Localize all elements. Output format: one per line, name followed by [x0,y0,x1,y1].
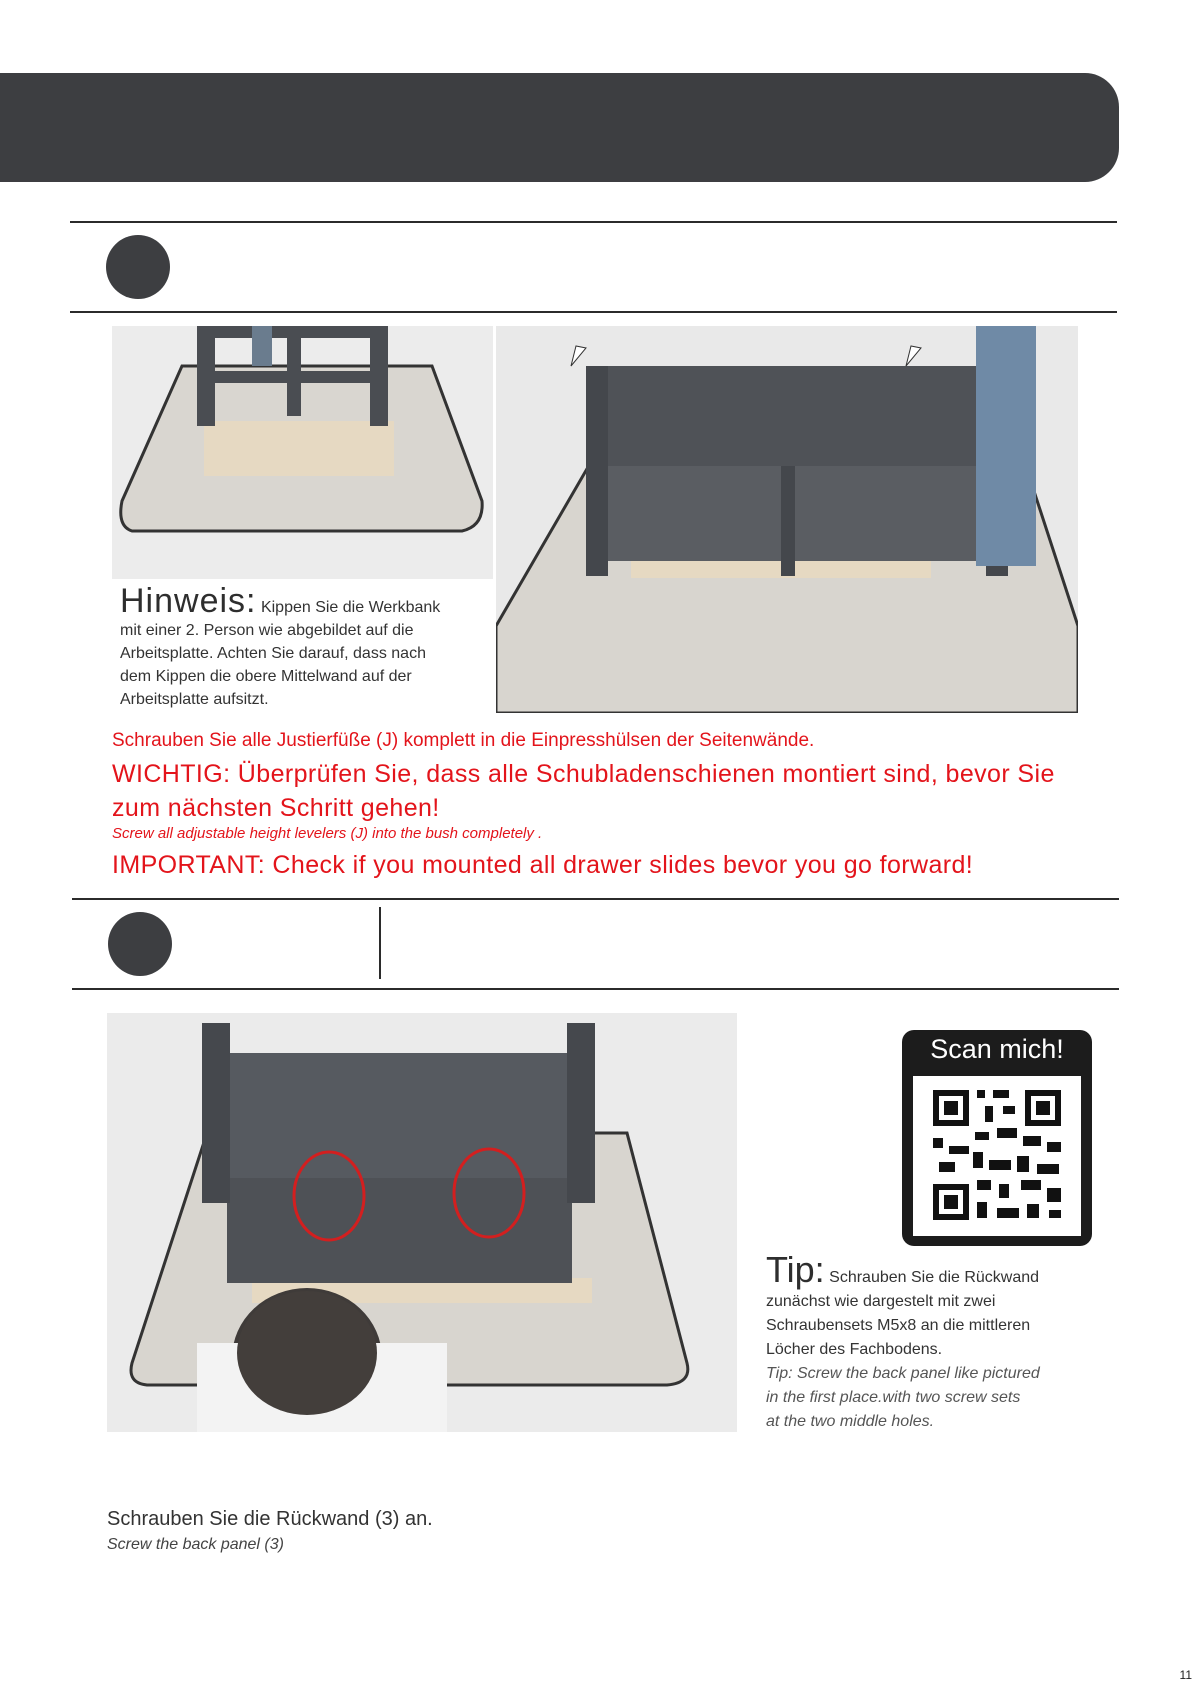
instruction-de: Schrauben Sie alle Justierfüße (J) komplett in die Einpresshülsen der Seitenwände. [112,730,815,751]
important-en: IMPORTANT: Check if you mounted all drawer slides bevor you go forward! [112,851,974,879]
tip-text-block [766,1249,1096,1434]
step2-number-circle [108,912,172,976]
note-line-5: Arbeitsplatte aufsitzt. [120,691,269,708]
photo-leveling-feet [496,326,1078,713]
step2-divider [379,907,381,979]
step1-top-rule [70,221,1117,223]
caption-en: Screw the back panel (3) [107,1536,284,1553]
tip-title: Tip: [766,1249,825,1290]
note-line-2: mit einer 2. Person wie abgebildet auf die [120,622,414,639]
tip-de-line-4: Löcher des Fachbodens. [766,1341,943,1358]
step1-bottom-rule [70,311,1117,313]
tip-en-line-2: in the first place.with two screw sets [766,1389,1021,1406]
tip-de-line-3: Schraubensets M5x8 an die mittleren [766,1317,1031,1334]
header-bar [0,73,1119,182]
tip-de-line-2: zunächst wie dargestelt mit zwei [766,1293,996,1310]
photo-tipping-workbench [112,326,493,579]
photo-back-panel [107,1013,737,1432]
qr-code-box[interactable] [902,1030,1092,1246]
note-line-4: dem Kippen die obere Mittelwand auf der [120,668,412,685]
page-number: 11 [1179,1668,1192,1682]
step2-top-rule [72,898,1119,900]
note-line-3: Arbeitsplatte. Achten Sie darauf, dass nach [120,645,426,662]
note-line-1: Kippen Sie die Werkbank [260,599,441,616]
step2-bottom-rule [72,988,1119,990]
tip-de-line-1: Schrauben Sie die Rückwand [829,1269,1040,1286]
caption-de: Schrauben Sie die Rückwand (3) an. [107,1508,433,1530]
step1-number-circle [106,235,170,299]
tip-en-line-3: at the two middle holes. [766,1413,935,1430]
note-title: Hinweis: [120,582,257,620]
qr-title: Scan mich! [930,1034,1064,1064]
tip-en-line-1: Tip: Screw the back panel like pictured [766,1365,1040,1382]
important-de: WICHTIG: Überprüfen Sie, dass alle Schubladenschienen montiert sind, bevor Sie zum nächsten Schritt gehen! [112,760,1055,822]
note-text-block [120,582,490,711]
qr-code[interactable] [913,1076,1081,1236]
instruction-en: Screw all adjustable height levelers (J) into the bush completely . [112,825,543,842]
